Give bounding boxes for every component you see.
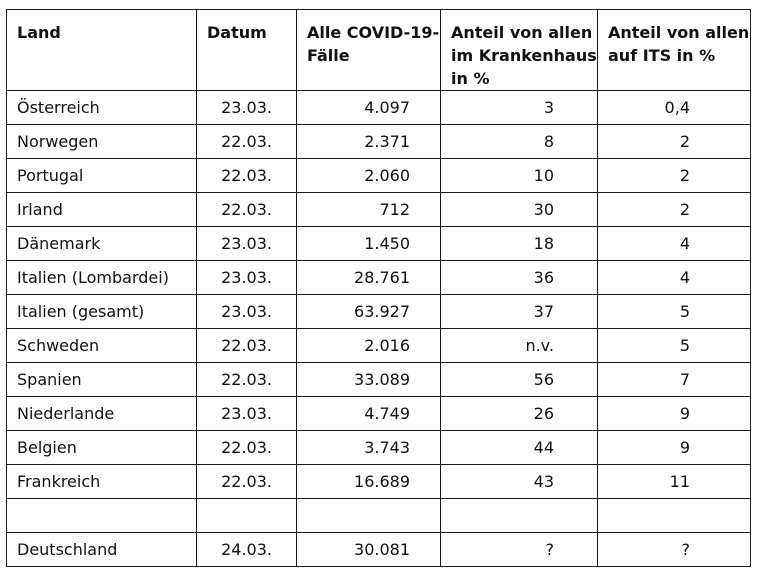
cell-krankenhaus: n.v. [441,329,598,363]
cell-krankenhaus: ? [441,533,598,567]
cell-krankenhaus: 10 [441,159,598,193]
cell-its: 2 [598,193,751,227]
table-row [7,261,751,295]
cell-land: Spanien [7,363,197,397]
cell-faelle: 33.089 [297,363,441,397]
covid-hospitalization-table-container [6,9,751,567]
cell-its: 2 [598,159,751,193]
cell-its [598,499,751,533]
cell-krankenhaus: 26 [441,397,598,431]
cell-faelle: 4.097 [297,91,441,125]
cell-krankenhaus: 18 [441,227,598,261]
cell-krankenhaus: 36 [441,261,598,295]
table-row [7,329,751,363]
cell-faelle: 16.689 [297,465,441,499]
cell-faelle: 712 [297,193,441,227]
covid-hospitalization-table [6,9,751,567]
cell-land: Österreich [7,91,197,125]
cell-faelle [297,499,441,533]
header-land: Land [7,10,197,91]
cell-faelle: 1.450 [297,227,441,261]
cell-datum: 23.03. [197,397,297,431]
cell-krankenhaus: 37 [441,295,598,329]
table-row [7,159,751,193]
table-row [7,295,751,329]
cell-datum: 23.03. [197,295,297,329]
cell-its: 2 [598,125,751,159]
header-faelle: Alle COVID-19-Fälle [297,10,441,91]
cell-its: 9 [598,431,751,465]
cell-land: Irland [7,193,197,227]
table-row [7,125,751,159]
cell-datum: 23.03. [197,261,297,295]
cell-its: ? [598,533,751,567]
cell-its: 7 [598,363,751,397]
table-row [7,499,751,533]
cell-datum: 22.03. [197,465,297,499]
table-row [7,397,751,431]
cell-datum: 22.03. [197,431,297,465]
cell-land: Italien (Lombardei) [7,261,197,295]
cell-land: Norwegen [7,125,197,159]
cell-krankenhaus: 3 [441,91,598,125]
cell-krankenhaus [441,499,598,533]
cell-land: Schweden [7,329,197,363]
cell-land: Italien (gesamt) [7,295,197,329]
cell-faelle: 28.761 [297,261,441,295]
table-row [7,193,751,227]
cell-land: Frankreich [7,465,197,499]
cell-datum: 22.03. [197,329,297,363]
cell-its: 5 [598,329,751,363]
cell-its: 4 [598,227,751,261]
table-row [7,227,751,261]
cell-krankenhaus: 44 [441,431,598,465]
cell-faelle: 4.749 [297,397,441,431]
table-row [7,465,751,499]
cell-faelle: 2.371 [297,125,441,159]
header-its: Anteil von allen auf ITS in % [598,10,751,91]
cell-datum [197,499,297,533]
cell-faelle: 2.016 [297,329,441,363]
cell-land: Dänemark [7,227,197,261]
cell-datum: 23.03. [197,227,297,261]
cell-datum: 22.03. [197,159,297,193]
cell-land: Belgien [7,431,197,465]
cell-datum: 22.03. [197,125,297,159]
cell-krankenhaus: 30 [441,193,598,227]
cell-land [7,499,197,533]
table-row [7,533,751,567]
cell-faelle: 63.927 [297,295,441,329]
cell-krankenhaus: 56 [441,363,598,397]
cell-faelle: 2.060 [297,159,441,193]
cell-its: 4 [598,261,751,295]
table-body [7,91,751,567]
cell-its: 0,4 [598,91,751,125]
header-datum: Datum [197,10,297,91]
cell-datum: 22.03. [197,193,297,227]
cell-land: Portugal [7,159,197,193]
table-row [7,431,751,465]
cell-datum: 23.03. [197,91,297,125]
cell-its: 11 [598,465,751,499]
cell-datum: 22.03. [197,363,297,397]
cell-land: Deutschland [7,533,197,567]
cell-krankenhaus: 8 [441,125,598,159]
header-krankenhaus: Anteil von allen im Krankenhaus in % [441,10,598,91]
cell-its: 9 [598,397,751,431]
table-header-row [7,10,751,91]
cell-faelle: 30.081 [297,533,441,567]
table-row [7,363,751,397]
cell-faelle: 3.743 [297,431,441,465]
cell-land: Niederlande [7,397,197,431]
cell-krankenhaus: 43 [441,465,598,499]
cell-datum: 24.03. [197,533,297,567]
cell-its: 5 [598,295,751,329]
table-row [7,91,751,125]
